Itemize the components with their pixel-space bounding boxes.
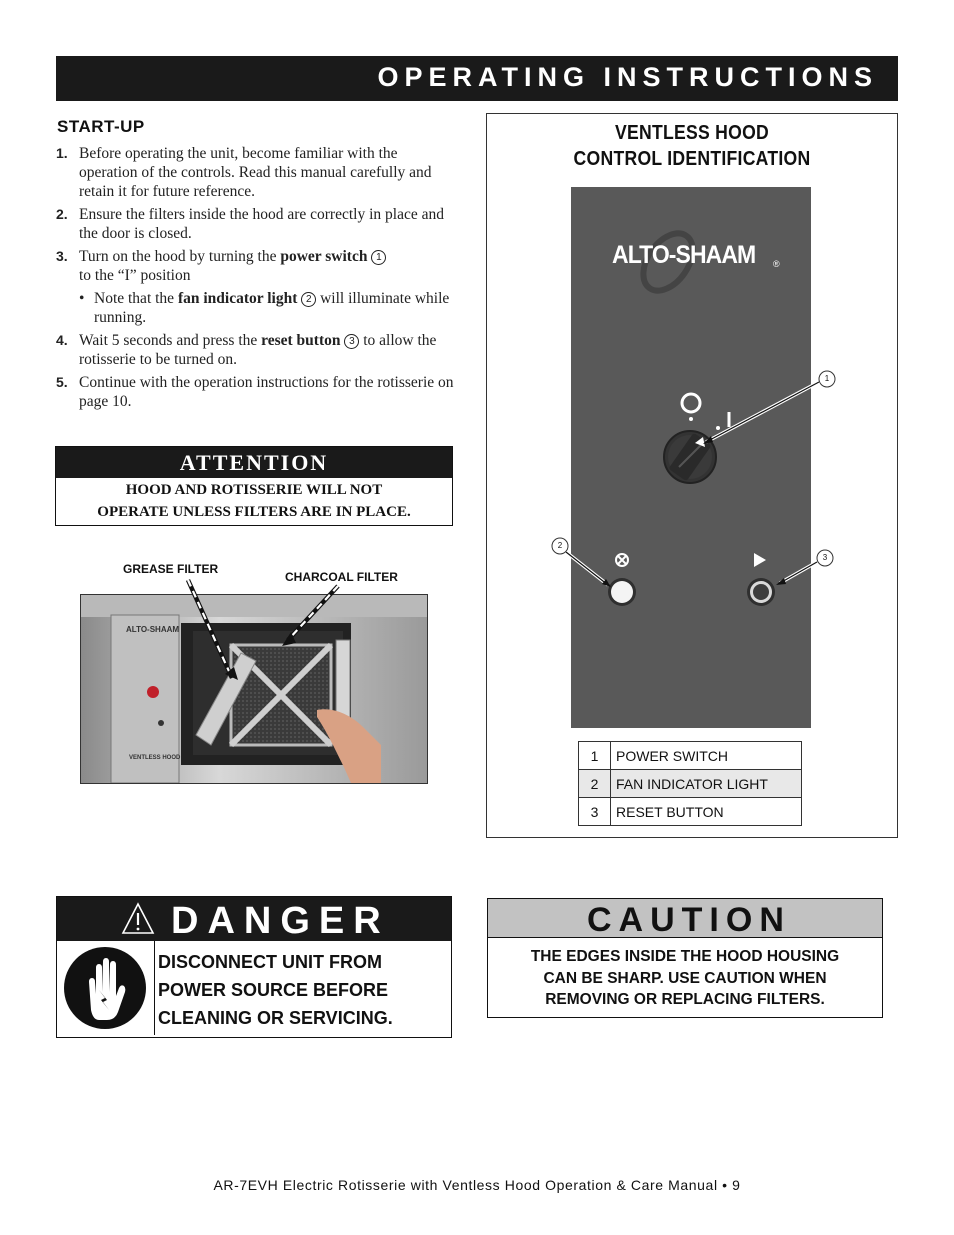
control-legend-table bbox=[578, 741, 802, 826]
step-4: 4. Wait 5 seconds and press the reset button 3 to allow the rotisserie to be turned on. bbox=[56, 332, 437, 368]
danger-line-1: DISCONNECT UNIT FROM bbox=[158, 952, 382, 972]
charcoal-filter-label: CHARCOAL FILTER bbox=[285, 570, 398, 584]
ref-number: 3 bbox=[344, 334, 359, 349]
power-switch-term: power switch bbox=[280, 248, 368, 265]
step-5: 5. Continue with the operation instructions for the rotisserie on page 10. bbox=[56, 374, 454, 410]
reset-button-term: reset button bbox=[261, 332, 341, 349]
control-id-title: VENTLESS HOOD CONTROL IDENTIFICATION bbox=[573, 122, 811, 170]
danger-box bbox=[56, 896, 452, 1038]
table-row: 2 FAN INDICATOR LIGHT bbox=[579, 770, 802, 798]
ref-number: 1 bbox=[371, 250, 386, 265]
section-header-bar bbox=[56, 56, 898, 101]
attention-box bbox=[55, 446, 453, 526]
table-row: 3 RESET BUTTON bbox=[579, 798, 802, 826]
callout-leaders bbox=[540, 360, 840, 620]
callout-3: 3 bbox=[822, 553, 828, 562]
page-title: OPERATING INSTRUCTIONS bbox=[377, 62, 878, 92]
grease-filter-label: GREASE FILTER bbox=[123, 562, 219, 576]
step-3-note: • Note that the fan indicator light 2 will illuminate while running. bbox=[79, 290, 450, 326]
caution-box bbox=[487, 898, 883, 1018]
fan-indicator-term: fan indicator light bbox=[177, 290, 298, 307]
caution-line-2: CAN BE SHARP. USE CAUTION WHEN bbox=[543, 969, 827, 987]
unit-brand-text: ALTO-SHAAM bbox=[126, 625, 180, 634]
table-row: 1 POWER SWITCH bbox=[579, 742, 802, 770]
step-2: 2. Ensure the filters inside the hood are correctly in place and the door is closed. bbox=[56, 206, 444, 242]
step-1: 1. Before operating the unit, become familiar with the operation of the controls. Read this manual carefully and retain it for future reference. bbox=[56, 145, 432, 200]
attention-line-2: OPERATE UNLESS FILTERS ARE IN PLACE. bbox=[97, 504, 411, 520]
danger-line-2: POWER SOURCE BEFORE bbox=[158, 980, 389, 1000]
attention-line-1: HOOD AND ROTISSERIE WILL NOT bbox=[125, 482, 383, 498]
step-3: 3. Turn on the hood by turning the power switch 1 to the “I” position bbox=[56, 247, 456, 285]
unit-label-text: VENTLESS HOOD bbox=[129, 755, 181, 761]
panel-brand-logo: ALTO-SHAAM bbox=[612, 241, 756, 269]
warning-triangle-icon bbox=[121, 902, 155, 935]
caution-line-3: REMOVING OR REPLACING FILTERS. bbox=[545, 991, 825, 1008]
ref-number: 2 bbox=[301, 292, 316, 307]
danger-title: DANGER bbox=[171, 900, 390, 942]
callout-2: 2 bbox=[557, 541, 563, 550]
attention-title: ATTENTION bbox=[56, 447, 452, 478]
danger-line-3: CLEANING OR SERVICING. bbox=[158, 1008, 393, 1028]
registered-mark: ® bbox=[773, 259, 780, 269]
page-footer: AR-7EVH Electric Rotisserie with Ventless Hood Operation & Care Manual • 9 bbox=[213, 1177, 741, 1193]
filter-pointer-arrows bbox=[170, 574, 370, 684]
caution-title: CAUTION bbox=[587, 901, 791, 939]
startup-heading: START-UP bbox=[57, 117, 145, 136]
callout-1: 1 bbox=[824, 374, 830, 383]
startup-steps bbox=[56, 144, 456, 415]
caution-line-1: THE EDGES INSIDE THE HOOD HOUSING bbox=[530, 948, 840, 965]
electric-hand-icon bbox=[63, 946, 147, 1030]
